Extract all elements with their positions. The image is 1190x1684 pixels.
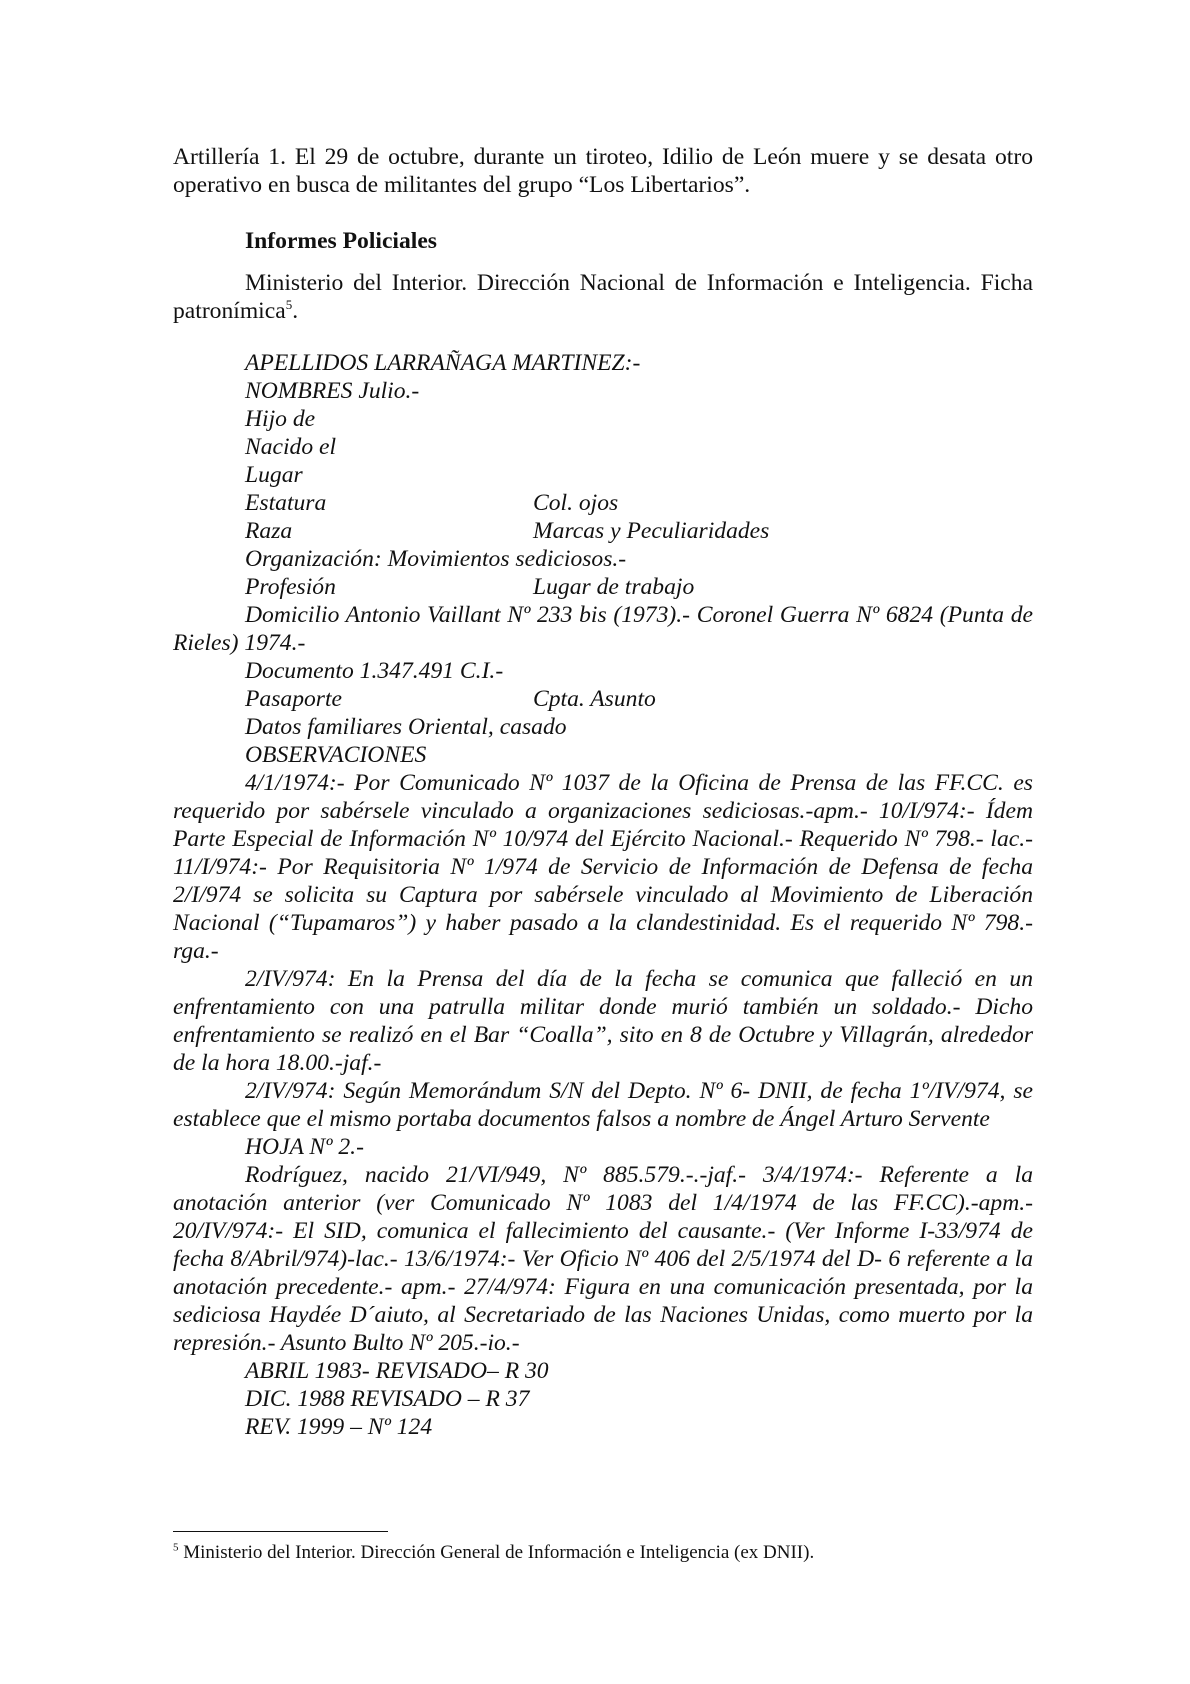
ficha-row-profesion [173,573,1033,601]
ficha-revision-1983: ABRIL 1983- REVISADO– R 30 [245,1358,549,1384]
ficha-row-raza [173,517,1033,545]
ficha-pasaporte: Pasaporte [245,686,342,712]
ficha-lugar-trabajo: Lugar de trabajo [533,574,695,600]
ficha-revision-1988: DIC. 1988 REVISADO – R 37 [245,1386,530,1412]
ficha-row-estatura [173,489,1033,517]
ministry-end: . [292,298,299,324]
ficha-nacido: Nacido el [245,434,337,460]
footnote-number: 5 [173,1541,179,1554]
ficha-row-pasaporte [173,685,1033,713]
footnote-reference: 5 [285,297,293,313]
ficha-col-ojos: Col. ojos [533,490,619,516]
ficha-raza: Raza [245,518,293,544]
ficha-cpta-asunto: Cpta. Asunto [533,686,656,712]
ficha-hoja: HOJA Nº 2.- [245,1134,364,1160]
ficha-organizacion: Organización: Movimientos sediciosos.- [245,546,627,572]
ficha-observacion-3: 2/IV/974: Según Memorándum S/N del Depto. Nº 6- DNII, de fecha 1º/IV/974, se establece que el mismo portaba documentos falsos a nombre de Ángel Arturo Servente [173,1078,1033,1132]
ficha-lugar: Lugar [245,462,303,488]
ficha-datos-familiares: Datos familiares Oriental, casado [245,714,567,740]
ficha-observaciones-heading: OBSERVACIONES [245,742,427,768]
ficha-observacion-4: Rodríguez, nacido 21/VI/949, Nº 885.579.-.-jaf.- 3/4/1974:- Referente a la anotación anterior (ver Comunicado Nº 1083 del 1/4/1974 de las FF.CC).-apm.- 20/IV/974:- El SID, comunica el fallecimiento del causante.- (Ver Informe I-33/974 de fecha 8/Abril/974)-lac.- 13/6/1974:- Ver Oficio Nº 406 del 2/5/1974 del D- 6 referente a la anotación precedente.- apm.- 27/4/974: Figura en una comunicación presentada, por la sediciosa Haydée D´aiuto, al Secretariado de las Naciones Unidas, como muerto por la represión.- Asunto Bulto Nº 205.-io.- [173,1162,1033,1356]
document-body [173,143,1033,1441]
ficha-hijo: Hijo de [245,406,316,432]
ficha-documento: Documento 1.347.491 C.I.- [245,658,504,684]
intro-paragraph: Artillería 1. El 29 de octubre, durante un tiroteo, Idilio de León muere y se desata otro operativo en busca de militantes del grupo “Los Libertarios”. [173,144,1033,198]
ficha-observacion-2: 2/IV/974: En la Prensa del día de la fecha se comunica que falleció en un enfrentamiento con una patrulla militar donde murió también un soldado.- Dicho enfrentamiento se realizó en el Bar “Coalla”, sito en 8 de Octubre y Villagrán, alrededor de la hora 18.00.-jaf.- [173,966,1033,1076]
ficha-nombres: NOMBRES Julio.- [245,378,420,404]
footnote-text: Ministerio del Interior. Dirección General de Información e Inteligencia (ex DNII). [178,1542,815,1563]
ficha-profesion: Profesión [245,574,336,600]
ficha-revision-1999: REV. 1999 – Nº 124 [245,1414,433,1440]
ministry-paragraph [173,269,1033,325]
ficha-marcas: Marcas y Peculiaridades [533,518,770,544]
ministry-text: Ministerio del Interior. Dirección Nacional de Información e Inteligencia. Ficha patronímica [173,270,1033,324]
ficha-patronimica [173,349,1033,1441]
ficha-apellidos: APELLIDOS LARRAÑAGA MARTINEZ:- [245,350,641,376]
section-heading: Informes Policiales [245,228,437,254]
footnote [173,1541,1033,1565]
ficha-domicilio: Domicilio Antonio Vaillant Nº 233 bis (1973).- Coronel Guerra Nº 6824 (Punta de Rieles) 1974.- [173,602,1033,656]
footnote-separator [173,1531,388,1532]
ficha-observacion-1: 4/1/1974:- Por Comunicado Nº 1037 de la Oficina de Prensa de las FF.CC. es requerido por sabérsele vinculado a organizaciones sediciosas.-apm.- 10/I/974:- Ídem Parte Especial de Información Nº 10/974 del Ejército Nacional.- Requerido Nº 798.- lac.- 11/I/974:- Por Requisitoria Nº 1/974 de Servicio de Información de Defensa de fecha 2/I/974 se solicita su Captura por sabérsele vinculado al Movimiento de Liberación Nacional (“Tupamaros”) y haber pasado a la clandestinidad. Es el requerido Nº 798.-rga.- [173,770,1033,964]
ficha-estatura: Estatura [245,490,327,516]
